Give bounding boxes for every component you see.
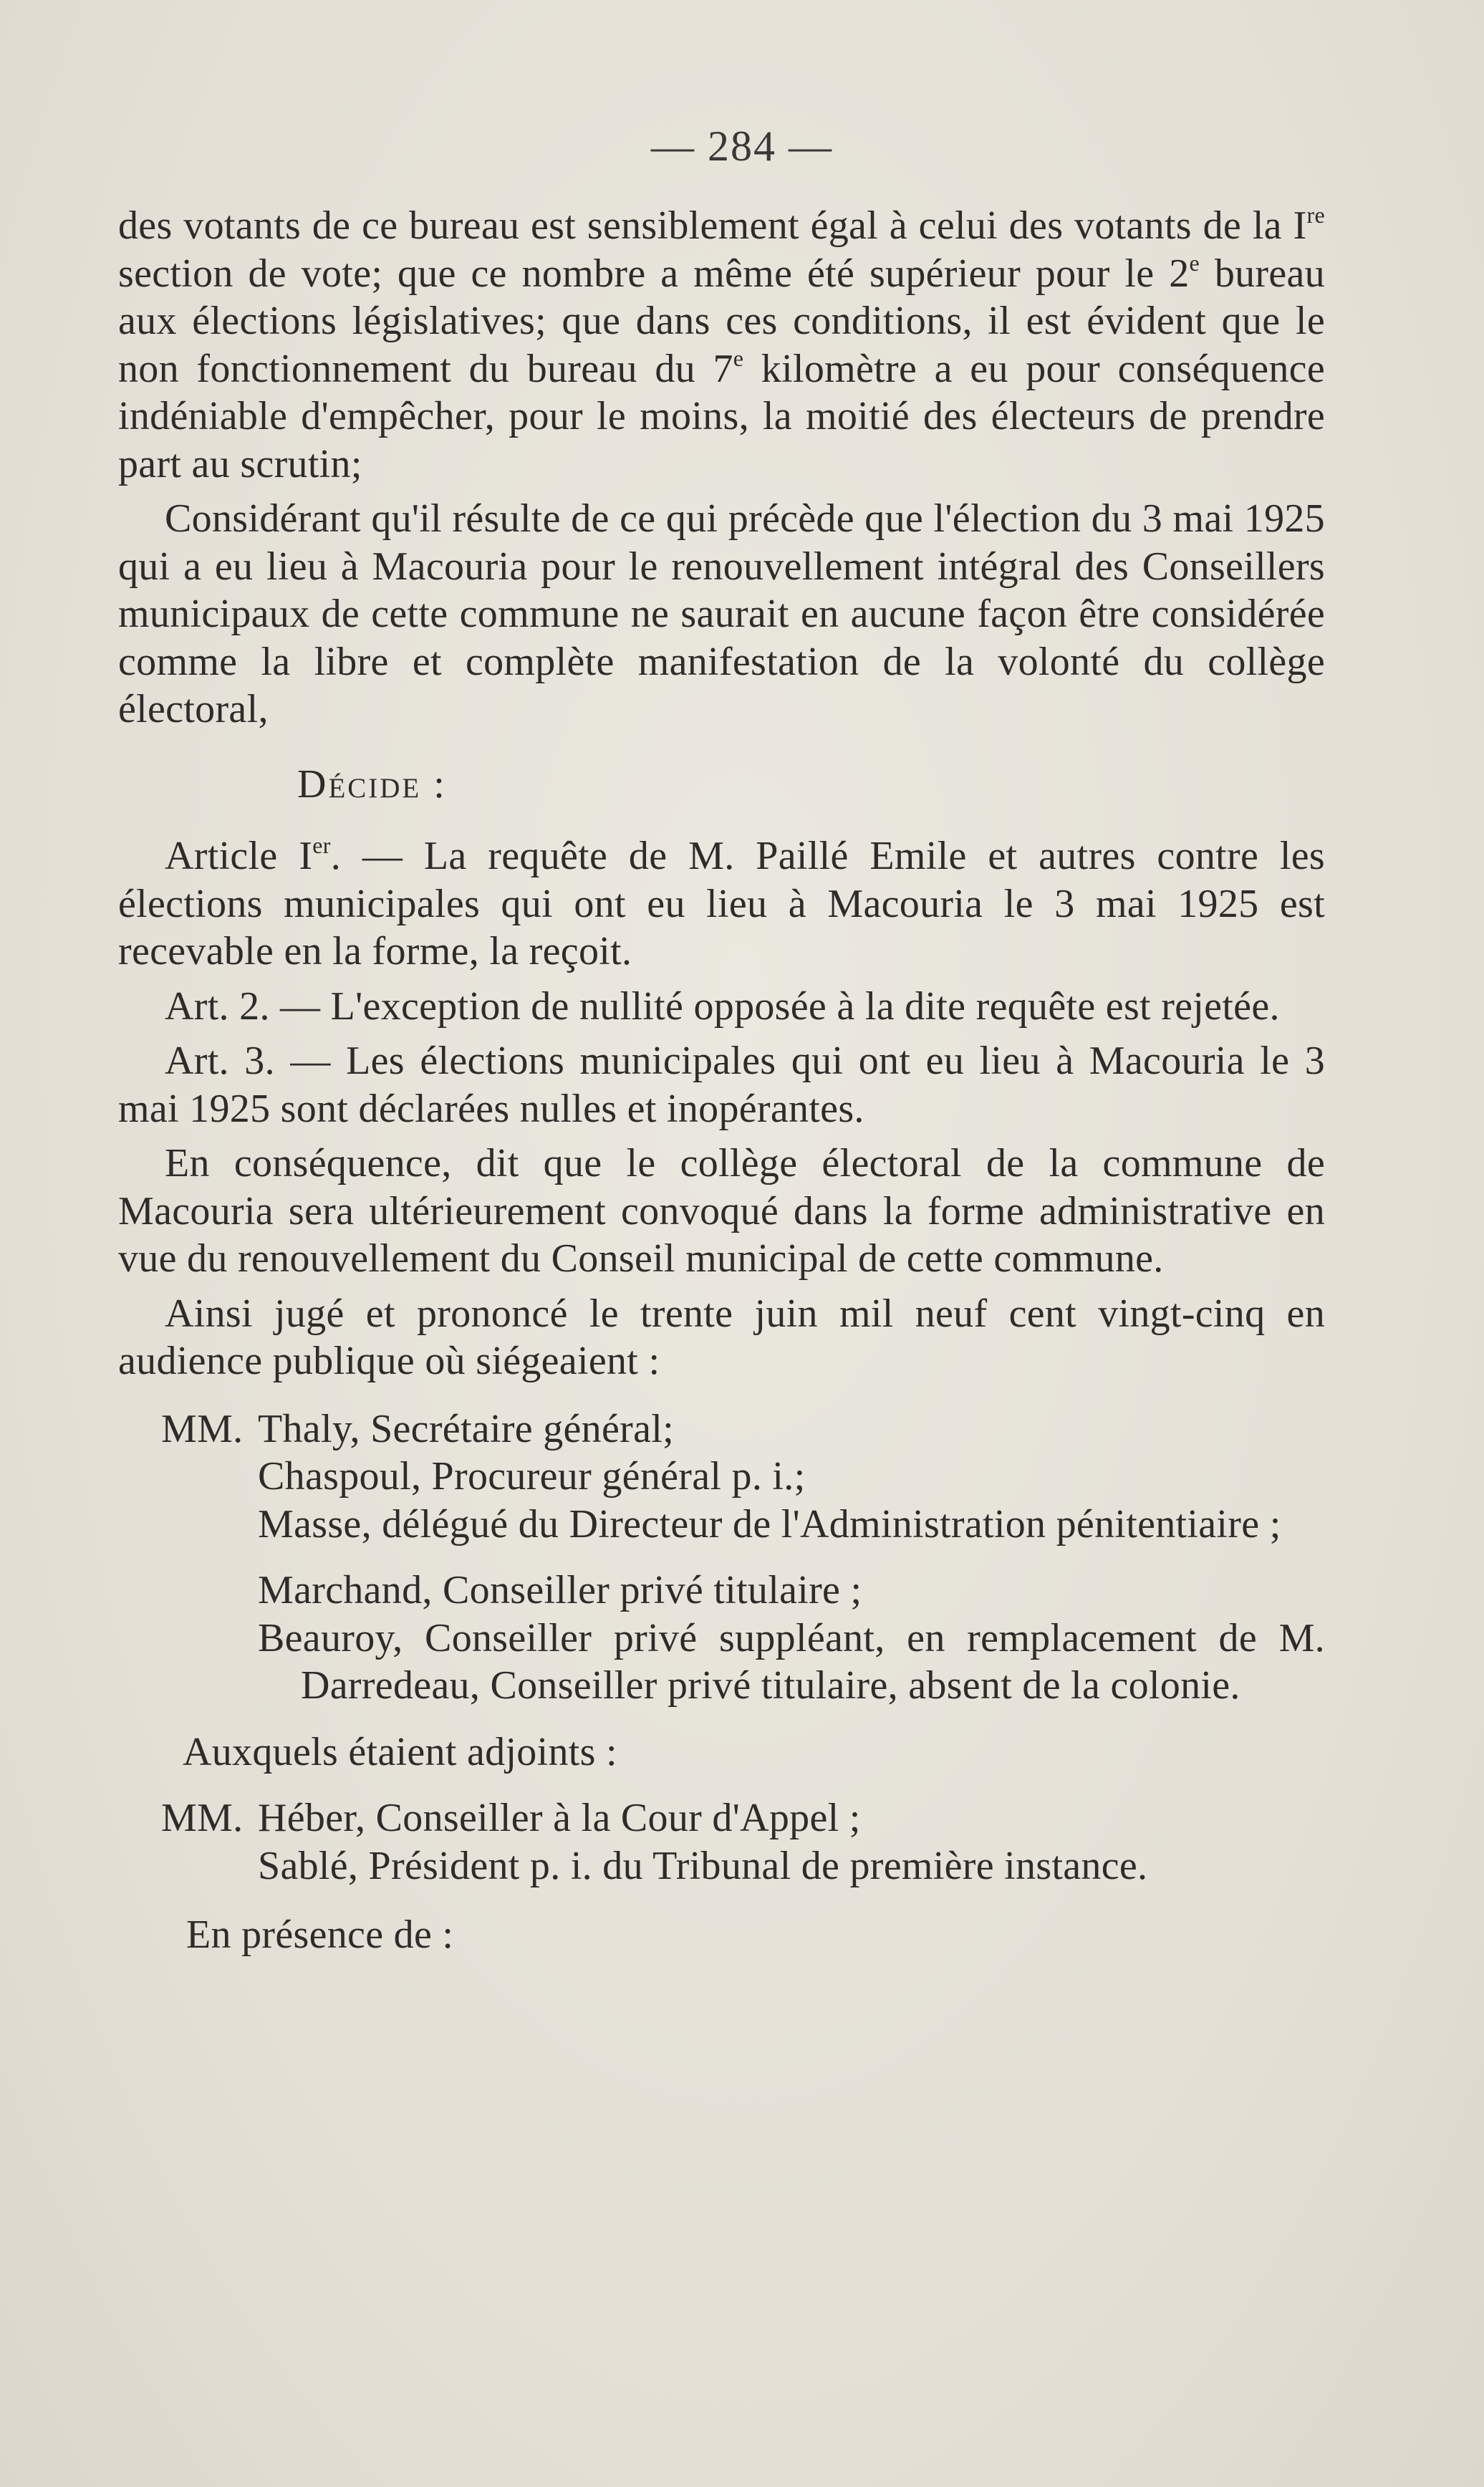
member-beauroy: Beauroy, Conseiller privé suppléant, en remplacement de M. Darredeau, Conseiller privé titulaire, absent de la colonie.: [258, 1615, 1325, 1708]
member-chaspoul: Chaspoul, Procureur général p. i.;: [258, 1454, 806, 1499]
member-masse: Masse, délégué du Directeur de l'Administration pénitentiaire ;: [258, 1501, 1281, 1546]
article-3: Art. 3. — Les élections municipales qui ont eu lieu à Macouria le 3 mai 1925 sont déclarées nulles et inopérantes.: [118, 1039, 1325, 1131]
decide-heading: Décide :: [297, 761, 447, 807]
paragraph-consequence: En conséquence, dit que le collège électoral de la commune de Macouria sera ultérieurement convoqué dans la forme administrative en vue du renouvellement du Conseil municipal de cette commune.: [118, 1141, 1325, 1281]
page-number: — 284 —: [651, 122, 833, 170]
member-heber: [118, 1794, 1325, 1842]
paragraph-considerant: Considérant qu'il résulte de ce qui précède que l'élection du 3 mai 1925 qui a eu lieu à Macouria pour le renouvellement intégral des Conseillers municipaux de cette commune ne saurait en aucune façon être considérée comme la libre et complète manifestation de la volonté du collège électoral,: [118, 496, 1325, 731]
member-heber-text: Héber, Conseiller à la Cour d'Appel ;: [258, 1796, 861, 1840]
member-thaly: [118, 1405, 1325, 1453]
article-1: [118, 832, 1325, 976]
ordinal-suffix: e: [733, 345, 744, 371]
mm-label: MM.: [161, 1796, 244, 1840]
member-sable: Sablé, Président p. i. du Tribunal de première instance.: [258, 1843, 1148, 1888]
document-body: [118, 202, 1325, 1959]
article-2: Art. 2. — L'exception de nullité opposée à la dite requête est rejetée.: [165, 983, 1280, 1029]
member-marchand: Marchand, Conseiller privé titulaire ;: [258, 1568, 862, 1612]
ordinal-suffix: e: [1189, 249, 1200, 276]
mm-label: MM.: [161, 1406, 244, 1451]
paragraph-votants-text-b: section de vote; que ce nombre a même été supérieur pour le 2: [118, 251, 1190, 296]
paragraph-votants-text-d: kilomètre a eu pour conséquence indéniable d'empêcher, pour le moins, la moitié des électeurs de prendre part au scrutin;: [118, 346, 1325, 486]
member-thaly-text: Thaly, Secrétaire général;: [258, 1406, 674, 1451]
paragraph-votants: [118, 202, 1325, 488]
paragraph-votants-text-a: des votants de ce bureau est sensiblement égal à celui des votants de la I: [118, 203, 1307, 248]
paragraph-votants-text-c: bureau aux élections législatives; que dans ces conditions, il est évident que le non fonctionnement du bureau du 7: [118, 251, 1325, 391]
paragraph-ainsi-juge: Ainsi jugé et prononcé le trente juin mil neuf cent vingt-cinq en audience publique où siégeaient :: [118, 1291, 1325, 1383]
ordinal-suffix: er: [312, 832, 331, 858]
presence-heading: En présence de :: [186, 1913, 454, 1957]
article-1-label: Article I: [165, 834, 313, 878]
ordinal-suffix: re: [1306, 202, 1325, 228]
article-1-text: . — La requête de M. Paillé Emile et autres contre les élections municipales qui ont eu lieu à Macouria le 3 mai 1925 est recevable en la forme, la reçoit.: [118, 834, 1325, 973]
auxquels-heading: Auxquels étaient adjoints :: [183, 1729, 617, 1774]
